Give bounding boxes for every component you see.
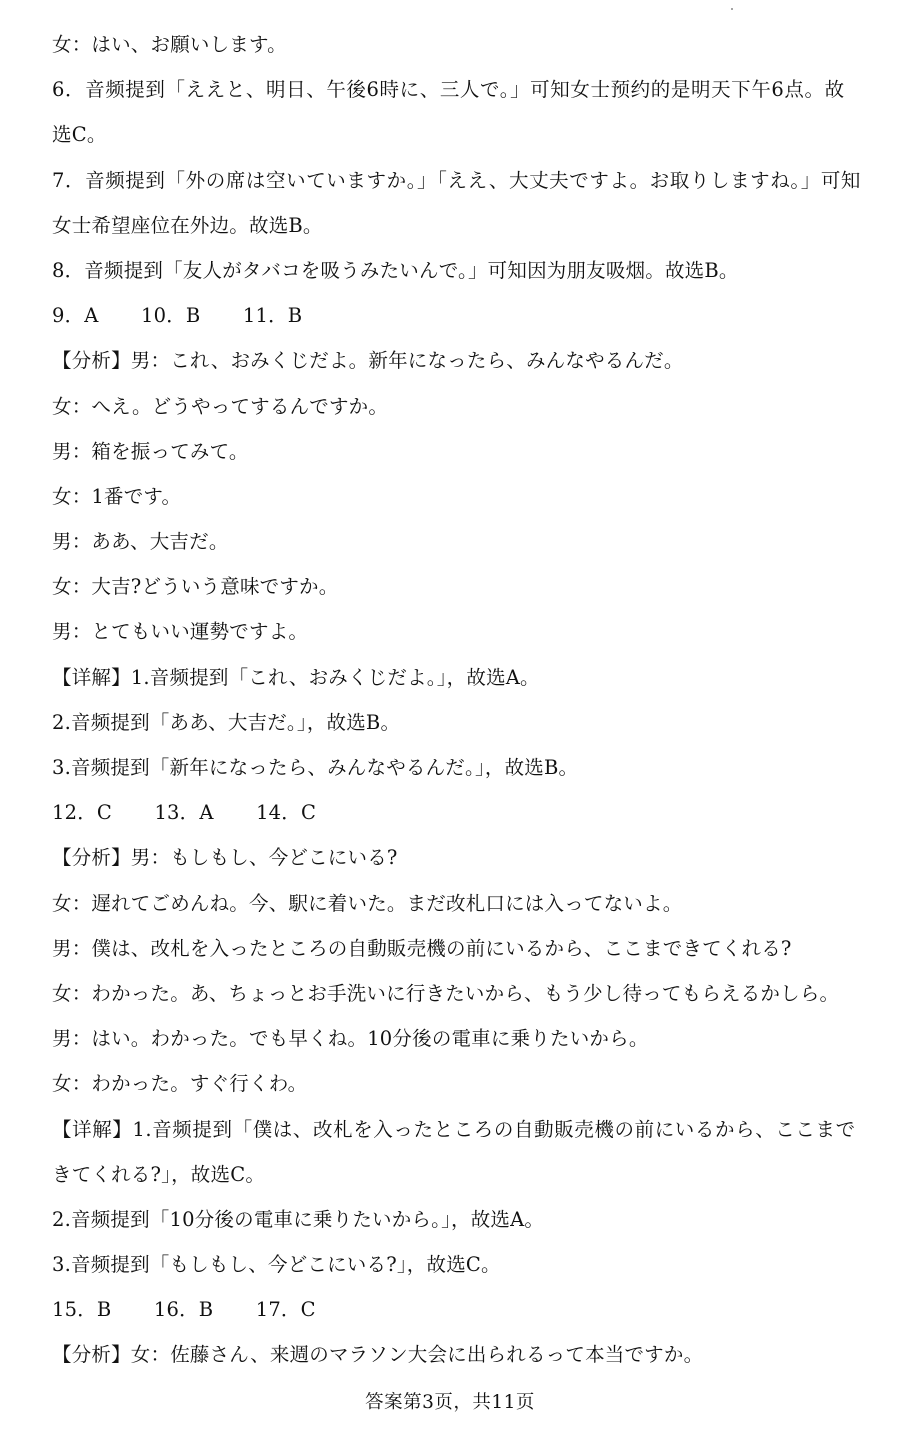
dialogue-line: 女：遅れてごめんね。今、駅に着いた。まだ改札口には入ってないよ。 (52, 891, 683, 915)
answer-item: 14．C (256, 801, 317, 825)
analysis-line: 【分析】男：これ、おみくじだよ。新年になったら、みんなやるんだ。 (52, 349, 684, 373)
dialogue-line: 女：大吉?どういう意味ですか。 (52, 575, 339, 599)
answer-item: 10．B (141, 304, 201, 328)
page-footer: 答案第3页，共11页 (365, 1392, 535, 1413)
explanation-line: 7．音频提到「外の席は空いていますか。」「ええ、大丈夫ですよ。お取りしますね。」可知 (52, 168, 862, 192)
dialogue-line: 女：わかった。あ、ちょっとお手洗いに行きたいから、もう少し待ってもらえるかしら。 (52, 981, 840, 1005)
answer-item: 12．C (52, 801, 113, 825)
detail-line: 2.音频提到「ああ、大吉だ。」，故选B。 (52, 710, 401, 734)
detail-line: 3.音频提到「新年になったら、みんなやるんだ。」，故选B。 (52, 756, 579, 779)
dialogue-line: 女：へえ。どうやってするんですか。 (52, 394, 389, 418)
detail-line: 【详解】1.音频提到「僕は、改札を入ったところの自動販売機の前にいるから、ここまで (52, 1117, 856, 1141)
detail-line: 2.音频提到「10分後の電車に乗りたいから。」，故选A。 (52, 1207, 545, 1231)
analysis-line: 【分析】女：佐藤さん、来週のマラソン大会に出られるって本当ですか。 (52, 1343, 704, 1367)
answer-item: 9．A (52, 304, 99, 328)
answer-item: 13．A (154, 801, 214, 825)
detail-line: きてくれる?」，故选C。 (52, 1162, 266, 1186)
answer-item: 15．B (52, 1298, 112, 1322)
explanation-line: 女士希望座位在外边。故选B。 (52, 213, 323, 237)
analysis-line: 【分析】男：もしもし、今どこにいる? (52, 846, 398, 870)
dialogue-line: 女：はい、お願いします。 (52, 33, 287, 56)
answer-key-row (52, 293, 862, 338)
document-body (52, 22, 862, 1378)
dialogue-line: 男：箱を振ってみて。 (52, 439, 249, 463)
detail-line: 3.音频提到「もしもし、今どこにいる?」，故选C。 (52, 1253, 501, 1277)
dialogue-line: 男：僕は、改札を入ったところの自動販売機の前にいるから、ここまできてくれる? (52, 936, 792, 960)
dialogue-line: 男：とてもいい運勢ですよ。 (52, 620, 309, 644)
scan-speck (731, 8, 733, 10)
explanation-line: 6．音频提到「ええと、明日、午後6時に、三人で。」可知女士预约的是明天下午6点。故 (52, 78, 845, 102)
answer-item: 11．B (242, 304, 303, 328)
dialogue-line: 男：はい。わかった。でも早くね。10分後の電車に乗りたいから。 (52, 1027, 649, 1051)
dialogue-line: 女：1番です。 (52, 484, 182, 508)
explanation-line: 选C。 (52, 123, 107, 147)
dialogue-line: 女：わかった。すぐ行くわ。 (52, 1072, 308, 1096)
detail-line: 【详解】1.音频提到「これ、おみくじだよ。」，故选A。 (52, 665, 540, 689)
answer-key-row (52, 790, 862, 835)
answer-key-row (52, 1287, 862, 1332)
answer-item: 16．B (153, 1298, 214, 1322)
explanation-line: 8．音频提到「友人がタバコを吸うみたいんで。」可知因为朋友吸烟。故选B。 (52, 258, 739, 282)
dialogue-line: 男：ああ、大吉だ。 (52, 530, 229, 554)
answer-item: 17．C (255, 1298, 316, 1322)
